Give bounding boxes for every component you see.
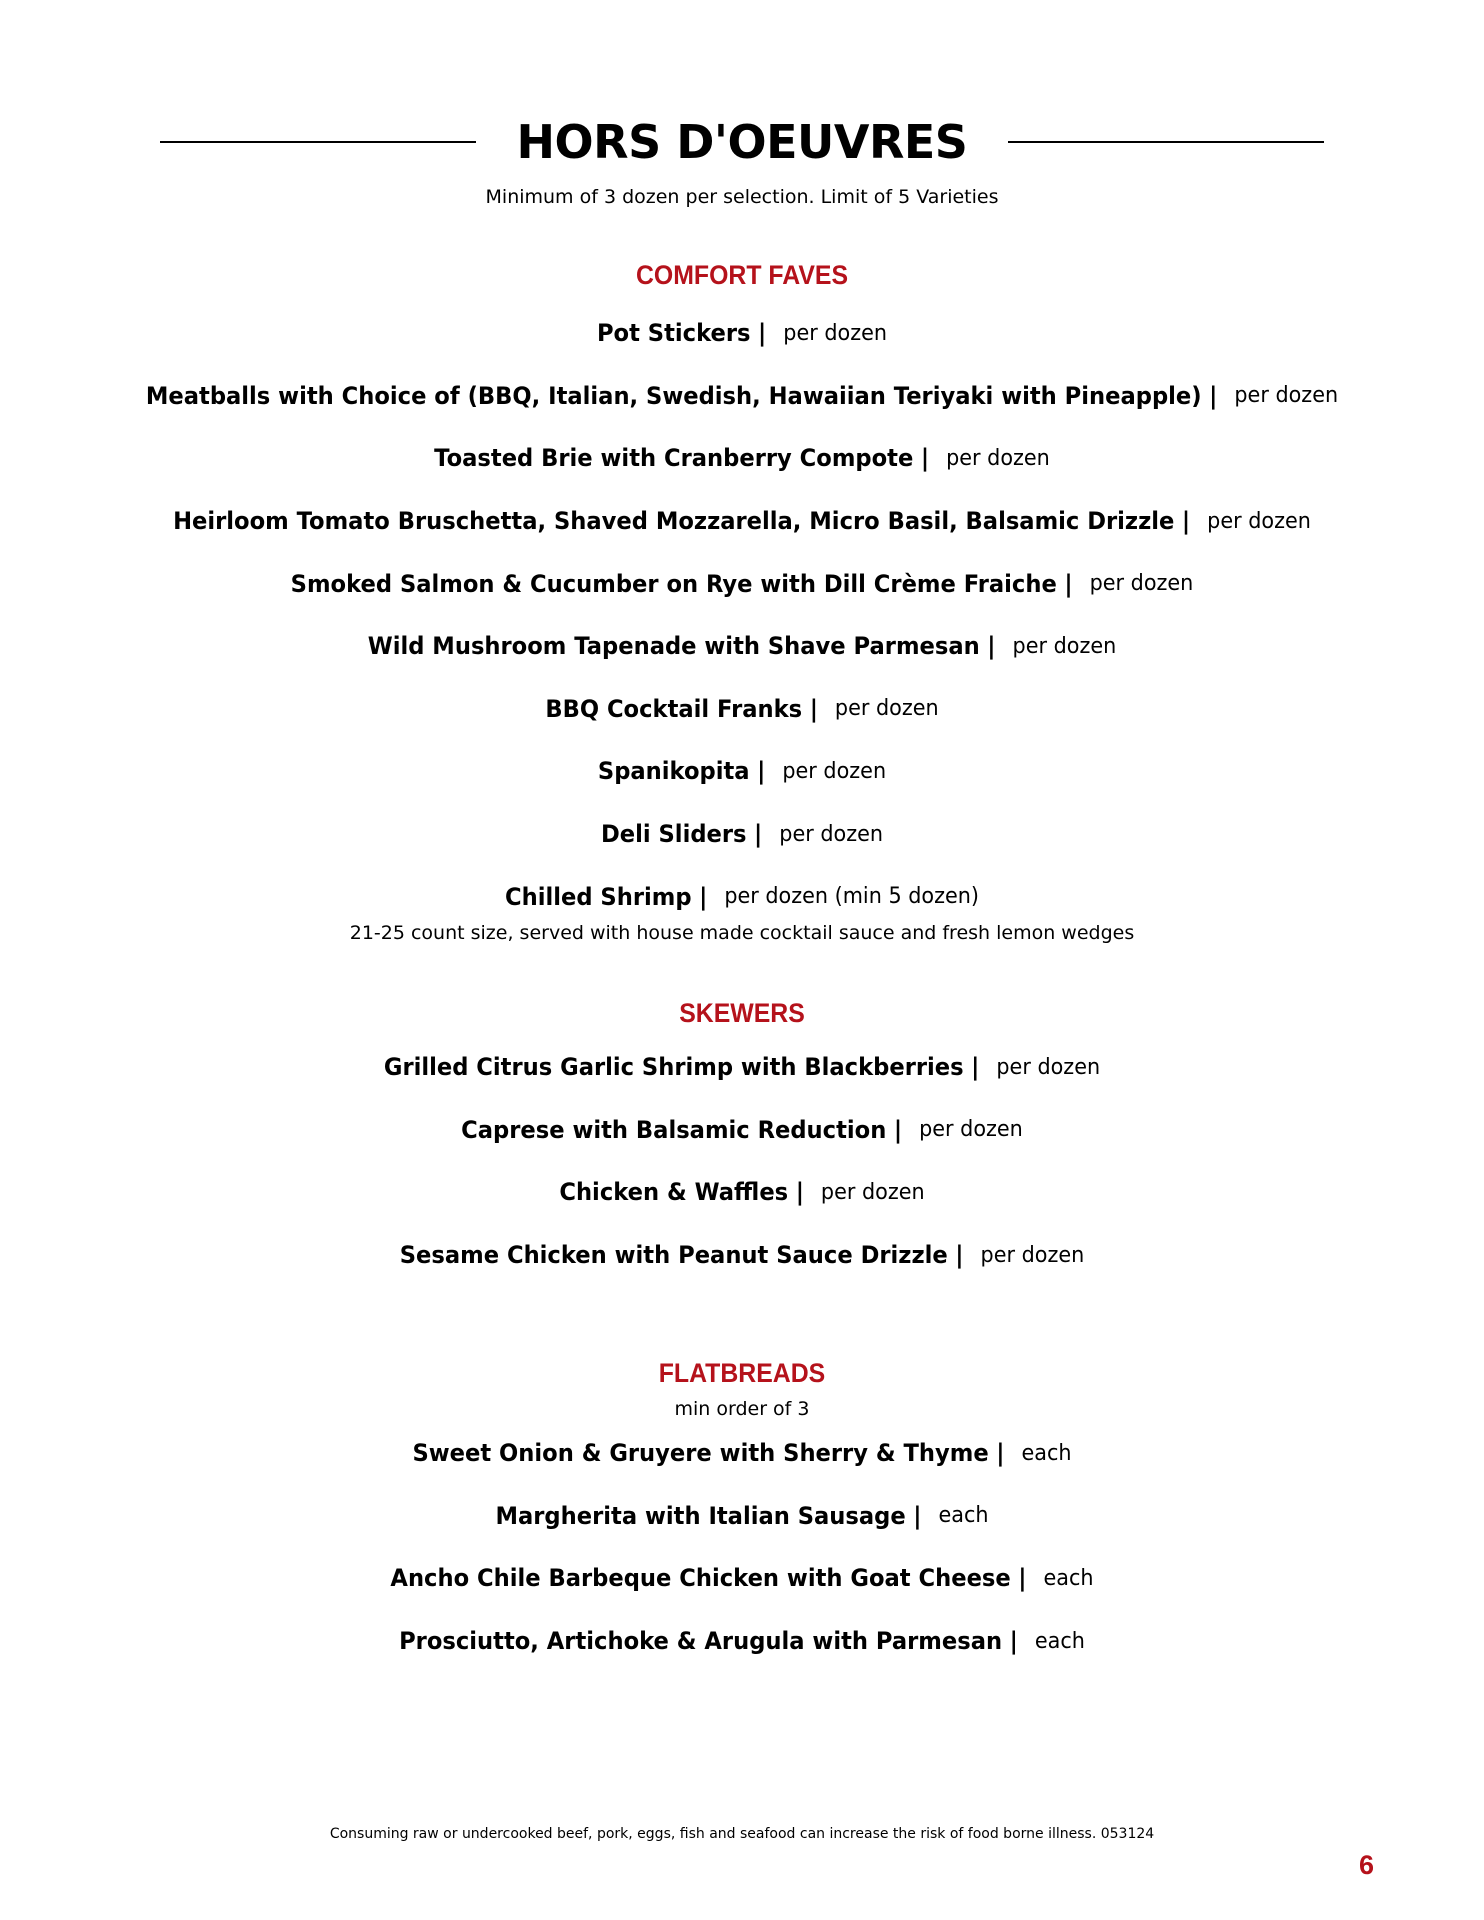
item-unit: per dozen: [1012, 633, 1117, 659]
item-name: Caprese with Balsamic Reduction: [461, 1115, 887, 1144]
menu-item: [42, 1161, 1441, 1224]
item-name: Chilled Shrimp: [504, 882, 692, 911]
food-safety-disclaimer: Consuming raw or undercooked beef, pork, eggs, fish and seafood can increase the risk of food borne illness. 053124: [329, 1826, 1155, 1842]
item-separator: |: [920, 444, 930, 473]
item-unit: per dozen: [980, 1242, 1085, 1268]
item-detail: 21-25 count size, served with house made cocktail sauce and fresh lemon wedges: [349, 921, 1135, 944]
item-unit: per dozen (min 5 dozen): [724, 884, 980, 910]
item-separator: |: [893, 1115, 903, 1144]
item-name: Sweet Onion & Gruyere with Sherry & Thyme: [412, 1439, 989, 1468]
menu-item: [42, 678, 1441, 741]
item-unit: per dozen: [834, 696, 939, 722]
item-unit: per dozen: [782, 758, 887, 784]
section-comfort-faves: [0, 258, 1484, 944]
page-title: HORS D'OEUVRES: [516, 115, 968, 169]
item-separator: |: [754, 820, 763, 849]
item-unit: per dozen: [779, 821, 884, 847]
menu-item: [42, 1224, 1441, 1287]
item-name: Wild Mushroom Tapenade with Shave Parmesan: [367, 632, 980, 661]
item-name: Prosciutto, Artichoke & Arugula with Parmesan: [399, 1627, 1003, 1656]
item-unit: per dozen: [1234, 383, 1339, 409]
item-name: Chicken & Waffles: [559, 1178, 789, 1207]
item-separator: |: [699, 882, 708, 911]
item-name: Deli Sliders: [600, 820, 747, 849]
item-name: Pot Stickers: [596, 319, 751, 348]
item-unit: per dozen: [820, 1179, 925, 1205]
section-title: FLATBREADS: [658, 1358, 826, 1388]
item-name: Smoked Salmon & Cucumber on Rye with Dill Crème Fraiche: [290, 569, 1057, 598]
item-separator: |: [913, 1501, 922, 1530]
menu-item: [42, 427, 1441, 490]
item-separator: |: [809, 694, 818, 723]
menu-item: [42, 365, 1441, 428]
item-unit: each: [1034, 1628, 1085, 1654]
section-flatbreads: [0, 1356, 1484, 1672]
item-separator: |: [1064, 569, 1073, 598]
menu-item: [42, 740, 1441, 803]
item-name: Sesame Chicken with Peanut Sauce Drizzle: [399, 1241, 948, 1270]
item-separator: |: [955, 1241, 964, 1270]
title-rule-right: [1008, 141, 1324, 143]
item-name: BBQ Cocktail Franks: [545, 694, 803, 723]
item-separator: |: [1009, 1627, 1018, 1656]
item-name: Spanikopita: [597, 757, 750, 786]
menu-item: [42, 302, 1441, 365]
menu-item: [42, 1036, 1441, 1099]
item-unit: per dozen: [1089, 571, 1194, 597]
item-separator: |: [758, 319, 767, 348]
title-row: [160, 112, 1324, 172]
item-name: Meatballs with Choice of (BBQ, Italian, Swedish, Hawaiian Teriyaki with Pineapple): [145, 381, 1202, 410]
section-title: COMFORT FAVES: [635, 260, 849, 290]
item-separator: |: [1018, 1564, 1027, 1593]
item-unit: per dozen: [1207, 508, 1311, 534]
page-subtitle: Minimum of 3 dozen per selection. Limit of 5 Varieties: [485, 186, 999, 208]
item-separator: |: [1209, 381, 1218, 410]
item-name: Ancho Chile Barbeque Chicken with Goat Cheese: [390, 1564, 1011, 1593]
menu-item: [42, 552, 1441, 615]
item-name: Heirloom Tomato Bruschetta, Shaved Mozzarella, Micro Basil, Balsamic Drizzle: [173, 507, 1175, 536]
item-separator: |: [987, 632, 996, 661]
section-title: SKEWERS: [679, 998, 805, 1028]
menu-item: [42, 1099, 1441, 1162]
item-name: Toasted Brie with Cranberry Compote: [434, 444, 914, 473]
item-separator: |: [795, 1178, 804, 1207]
menu-item: [42, 615, 1441, 678]
item-separator: |: [971, 1053, 980, 1082]
item-name: Grilled Citrus Garlic Shrimp with Blackberries: [383, 1053, 964, 1082]
title-rule-left: [160, 141, 476, 143]
item-separator: |: [996, 1439, 1005, 1468]
item-unit: each: [938, 1503, 989, 1529]
menu-item: [42, 1547, 1441, 1610]
menu-item: [42, 803, 1441, 866]
menu-item: [42, 490, 1441, 553]
section-skewers: [0, 996, 1484, 1286]
menu-item: [42, 865, 1441, 928]
menu-item: [42, 1485, 1441, 1548]
menu-item: [42, 1610, 1441, 1673]
item-unit: per dozen: [783, 320, 888, 346]
item-unit: per dozen: [996, 1054, 1101, 1080]
item-unit: each: [1043, 1565, 1094, 1591]
item-unit: each: [1021, 1440, 1072, 1466]
item-name: Margherita with Italian Sausage: [495, 1501, 906, 1530]
item-separator: |: [1181, 507, 1191, 536]
item-unit: per dozen: [919, 1117, 1023, 1143]
section-note: min order of 3: [674, 1398, 810, 1420]
item-unit: per dozen: [946, 445, 1050, 471]
menu-item: [42, 1422, 1441, 1485]
page-number: 6: [1358, 1850, 1374, 1880]
item-separator: |: [757, 757, 766, 786]
